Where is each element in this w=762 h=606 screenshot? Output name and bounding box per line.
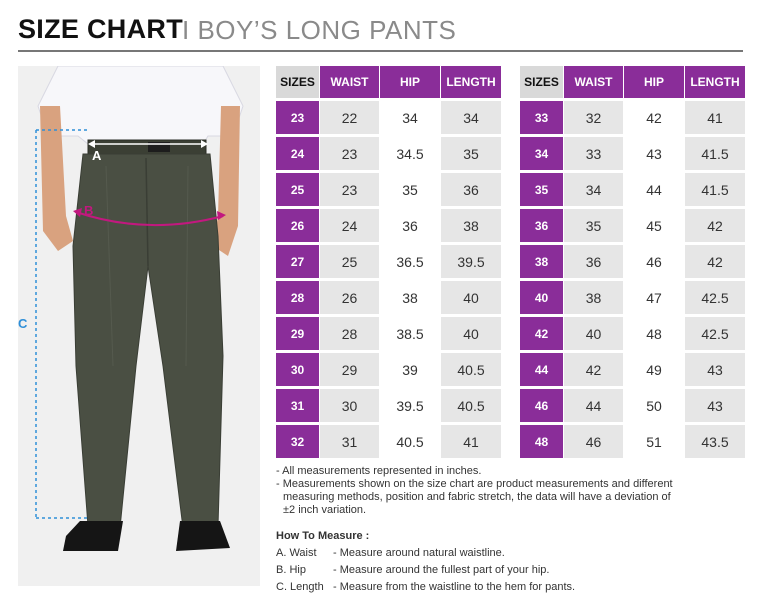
hip-cell: 39 <box>380 350 441 386</box>
hip-cell: 34 <box>380 98 441 134</box>
how-to-item <box>276 579 746 596</box>
waist-cell: 28 <box>320 314 380 350</box>
table-row <box>276 350 502 386</box>
page-header <box>18 12 743 52</box>
hip-cell: 39.5 <box>380 386 441 422</box>
col-sizes: SIZES <box>520 66 564 98</box>
length-cell: 43.5 <box>685 422 746 458</box>
table-row <box>276 386 502 422</box>
table-row <box>520 170 746 206</box>
table-row <box>520 422 746 458</box>
hip-cell: 45 <box>624 206 685 242</box>
waist-cell: 23 <box>320 170 380 206</box>
hip-cell: 44 <box>624 170 685 206</box>
size-cell: 38 <box>520 242 564 278</box>
table-row <box>520 206 746 242</box>
table-row <box>520 350 746 386</box>
page-subtitle: I BOY’S LONG PANTS <box>182 15 457 45</box>
length-cell: 43 <box>685 386 746 422</box>
length-cell: 39.5 <box>441 242 502 278</box>
how-to-key: A. Waist <box>276 547 317 559</box>
hip-cell: 42 <box>624 98 685 134</box>
col-sizes: SIZES <box>276 66 320 98</box>
how-to-desc: - Measure from the waistline to the hem for pants. <box>333 581 576 593</box>
size-cell: 25 <box>276 170 320 206</box>
how-to-item <box>276 562 746 579</box>
how-to-item <box>276 545 746 562</box>
length-cell: 40.5 <box>441 350 502 386</box>
pants-illustration <box>18 66 260 586</box>
measure-c-label: C <box>18 316 28 331</box>
length-cell: 41 <box>685 98 746 134</box>
hip-cell: 35 <box>380 170 441 206</box>
size-cell: 26 <box>276 206 320 242</box>
table-row <box>276 314 502 350</box>
hip-cell: 36.5 <box>380 242 441 278</box>
size-cell: 44 <box>520 350 564 386</box>
length-cell: 42 <box>685 242 746 278</box>
waist-cell: 33 <box>564 134 624 170</box>
note-line: - All measurements represented in inches. <box>276 465 482 477</box>
hip-cell: 38 <box>380 278 441 314</box>
hip-cell: 47 <box>624 278 685 314</box>
length-cell: 41 <box>441 422 502 458</box>
length-cell: 42 <box>685 206 746 242</box>
table-row <box>276 134 502 170</box>
waist-cell: 34 <box>564 170 624 206</box>
size-cell: 23 <box>276 98 320 134</box>
size-table-left <box>276 66 502 458</box>
measurement-notes <box>276 465 746 517</box>
table-row <box>276 422 502 458</box>
length-cell: 42.5 <box>685 278 746 314</box>
waist-cell: 40 <box>564 314 624 350</box>
waist-cell: 32 <box>564 98 624 134</box>
model-photo <box>18 66 260 586</box>
hip-cell: 40.5 <box>380 422 441 458</box>
size-cell: 31 <box>276 386 320 422</box>
size-cell: 46 <box>520 386 564 422</box>
how-to-desc: - Measure around the fullest part of your hip. <box>333 564 550 576</box>
size-cell: 34 <box>520 134 564 170</box>
table-row <box>276 170 502 206</box>
size-cell: 42 <box>520 314 564 350</box>
waist-cell: 42 <box>564 350 624 386</box>
hip-cell: 50 <box>624 386 685 422</box>
length-cell: 42.5 <box>685 314 746 350</box>
hip-cell: 36 <box>380 206 441 242</box>
waist-cell: 46 <box>564 422 624 458</box>
col-waist: WAIST <box>320 66 380 98</box>
how-to-key: B. Hip <box>276 564 306 576</box>
waist-cell: 23 <box>320 134 380 170</box>
length-cell: 34 <box>441 98 502 134</box>
waist-cell: 35 <box>564 206 624 242</box>
size-cell: 40 <box>520 278 564 314</box>
size-cell: 27 <box>276 242 320 278</box>
how-to-measure <box>276 528 746 596</box>
table-header-row <box>520 66 746 98</box>
table-row <box>276 206 502 242</box>
hip-cell: 46 <box>624 242 685 278</box>
waist-cell: 26 <box>320 278 380 314</box>
size-cell: 29 <box>276 314 320 350</box>
size-cell: 36 <box>520 206 564 242</box>
length-cell: 43 <box>685 350 746 386</box>
table-row <box>276 98 502 134</box>
measure-b-label: B <box>84 203 94 218</box>
length-cell: 38 <box>441 206 502 242</box>
how-to-desc: - Measure around natural waistline. <box>333 547 505 559</box>
waist-cell: 44 <box>564 386 624 422</box>
size-cell: 48 <box>520 422 564 458</box>
length-cell: 41.5 <box>685 170 746 206</box>
size-table-right <box>520 66 746 458</box>
waist-cell: 22 <box>320 98 380 134</box>
col-waist: WAIST <box>564 66 624 98</box>
waist-cell: 30 <box>320 386 380 422</box>
note-line: - Measurements shown on the size chart are product measurements and different <box>276 478 673 490</box>
table-row <box>520 134 746 170</box>
table-row <box>520 278 746 314</box>
waist-cell: 38 <box>564 278 624 314</box>
size-cell: 33 <box>520 98 564 134</box>
size-cell: 24 <box>276 134 320 170</box>
length-cell: 40 <box>441 314 502 350</box>
how-to-key: C. Length <box>276 581 324 593</box>
hip-cell: 49 <box>624 350 685 386</box>
waist-cell: 36 <box>564 242 624 278</box>
col-length: LENGTH <box>441 66 502 98</box>
size-cell: 35 <box>520 170 564 206</box>
hip-cell: 34.5 <box>380 134 441 170</box>
waist-cell: 31 <box>320 422 380 458</box>
table-row <box>520 314 746 350</box>
hip-cell: 43 <box>624 134 685 170</box>
length-cell: 36 <box>441 170 502 206</box>
note-line: ±2 inch variation. <box>283 504 367 516</box>
length-cell: 35 <box>441 134 502 170</box>
page-title: SIZE CHART <box>18 14 183 44</box>
hip-cell: 51 <box>624 422 685 458</box>
length-cell: 40 <box>441 278 502 314</box>
length-cell: 41.5 <box>685 134 746 170</box>
col-hip: HIP <box>624 66 685 98</box>
waist-cell: 29 <box>320 350 380 386</box>
table-header-row <box>276 66 502 98</box>
hip-cell: 38.5 <box>380 314 441 350</box>
col-hip: HIP <box>380 66 441 98</box>
table-row <box>520 242 746 278</box>
table-row <box>520 386 746 422</box>
size-cell: 30 <box>276 350 320 386</box>
measure-a-label: A <box>92 148 102 163</box>
waist-cell: 24 <box>320 206 380 242</box>
table-row <box>276 278 502 314</box>
table-row <box>276 242 502 278</box>
length-cell: 40.5 <box>441 386 502 422</box>
size-cell: 32 <box>276 422 320 458</box>
table-row <box>520 98 746 134</box>
hip-cell: 48 <box>624 314 685 350</box>
col-length: LENGTH <box>685 66 746 98</box>
note-line: measuring methods, position and fabric stretch, the data will have a deviation of <box>283 491 671 503</box>
waist-cell: 25 <box>320 242 380 278</box>
size-cell: 28 <box>276 278 320 314</box>
how-to-title: How To Measure : <box>276 530 370 542</box>
